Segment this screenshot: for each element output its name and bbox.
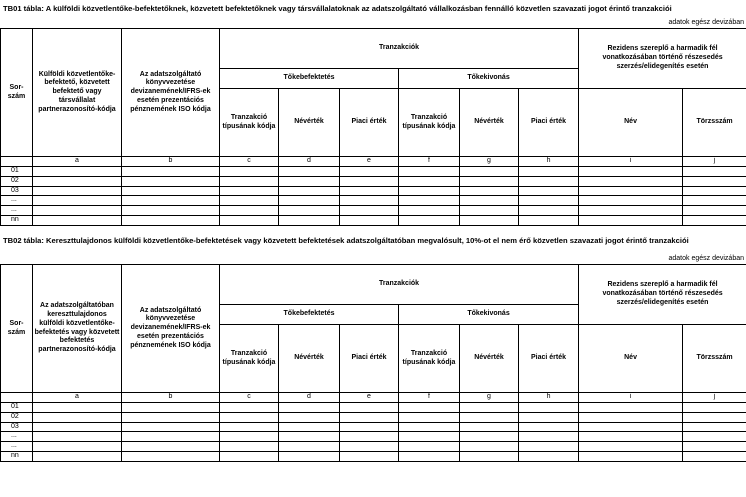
data-cell[interactable] [460,206,519,216]
letter-cell-g: g [460,157,519,167]
nev-header: Név [579,89,683,157]
tokebefektetes-header: Tőkebefektetés [220,69,399,89]
data-cell[interactable] [460,432,519,442]
letter-cell-blank [1,157,33,167]
letter-cell-b: b [122,393,220,403]
data-cell[interactable] [33,442,122,452]
data-cell[interactable] [33,196,122,206]
data-cell[interactable] [340,422,399,432]
table1-unit-note: adatok egész devizában [668,19,744,26]
data-cell[interactable] [33,403,122,413]
table2 [0,264,746,462]
data-cell[interactable] [460,176,519,186]
data-cell[interactable] [279,422,340,432]
data-cell[interactable] [579,167,683,177]
letter-cell-blank [1,393,33,403]
data-cell[interactable] [579,442,683,452]
data-cell[interactable] [683,432,746,442]
data-cell[interactable] [122,432,220,442]
data-cell[interactable] [683,451,746,461]
torzsszam-header: Törzsszám [683,325,746,393]
data-cell[interactable] [460,186,519,196]
data-cell[interactable] [122,403,220,413]
data-cell[interactable] [340,412,399,422]
letter-cell-j: j [683,393,746,403]
data-cell[interactable] [399,206,460,216]
data-cell[interactable] [33,432,122,442]
data-cell[interactable] [579,176,683,186]
table-row [1,442,746,452]
data-cell[interactable] [122,176,220,186]
tranz-kod-header-f: Tranzakció típusának kódja [399,89,460,157]
data-cell[interactable] [579,186,683,196]
letter-cell-i: i [579,157,683,167]
table-row [1,215,746,225]
data-cell[interactable] [399,176,460,186]
piaci-header-e: Piaci érték [340,89,399,157]
data-cell[interactable] [519,422,579,432]
data-cell[interactable] [122,167,220,177]
table-row [1,196,746,206]
letter-cell-d: d [279,393,340,403]
data-cell[interactable] [279,206,340,216]
torzsszam-header: Törzsszám [683,89,746,157]
data-cell[interactable] [33,176,122,186]
data-cell[interactable] [460,451,519,461]
data-cell[interactable] [340,206,399,216]
data-cell[interactable] [122,451,220,461]
data-cell[interactable] [399,196,460,206]
table2-unit-note: adatok egész devizában [668,255,744,262]
letter-cell-a: a [33,393,122,403]
row-number: ... [1,432,33,442]
letter-row [1,157,746,167]
nevertek-header-d: Névérték [279,325,340,393]
letter-cell-d: d [279,157,340,167]
data-cell[interactable] [340,196,399,206]
sorszam-header: Sor-szám [1,265,33,393]
letter-cell-h: h [519,393,579,403]
data-cell[interactable] [279,442,340,452]
data-cell[interactable] [33,186,122,196]
data-cell[interactable] [122,412,220,422]
data-cell[interactable] [399,442,460,452]
piaci-header-h: Piaci érték [519,325,579,393]
table-row [1,422,746,432]
data-cell[interactable] [519,432,579,442]
data-cell[interactable] [279,176,340,186]
table1 [0,28,746,226]
data-cell[interactable] [519,215,579,225]
data-cell[interactable] [220,215,279,225]
tranzakciok-header: Tranzakciók [220,265,579,305]
data-cell[interactable] [683,186,746,196]
piaci-header-e: Piaci érték [340,325,399,393]
data-cell[interactable] [579,432,683,442]
data-cell[interactable] [122,422,220,432]
data-cell[interactable] [220,186,279,196]
data-cell[interactable] [519,186,579,196]
data-cell[interactable] [220,176,279,186]
data-cell[interactable] [340,167,399,177]
tokekivonas-header: Tőkekivonás [399,69,579,89]
data-cell[interactable] [460,442,519,452]
data-cell[interactable] [519,176,579,186]
table-row [1,403,746,413]
data-cell[interactable] [519,442,579,452]
data-cell[interactable] [579,412,683,422]
data-cell[interactable] [220,412,279,422]
data-cell[interactable] [220,422,279,432]
row-number: 01 [1,167,33,177]
data-cell[interactable] [519,167,579,177]
table2-title: TB02 tábla: Kereszttulajdonos külföldi közvetlentőke-befektetések vagy közvetett befektetések adatszolgáltatóban megvalósult, 10%-ot el nem érő közvetlen szavazati jogot érintő tranzakciói [3,236,689,245]
data-cell[interactable] [579,451,683,461]
data-cell[interactable] [399,412,460,422]
letter-cell-j: j [683,157,746,167]
row-number: nn [1,451,33,461]
row-number: 03 [1,186,33,196]
data-cell[interactable] [33,206,122,216]
data-cell[interactable] [683,442,746,452]
col-b-header: Az adatszolgáltató könyvvezetése devizanemének/IFRS-ek esetén prezentációs pénznemének ISO kódja [122,265,220,393]
col-a-header: Külföldi közvetlentőke-befektető, közvetett befektető vagy társvállalat partnerazonosító-kódja [33,29,122,157]
data-cell[interactable] [399,167,460,177]
data-cell[interactable] [220,442,279,452]
row-number: ... [1,442,33,452]
tokekivonas-header: Tőkekivonás [399,305,579,325]
data-cell[interactable] [340,432,399,442]
data-cell[interactable] [340,442,399,452]
col-a-header: Az adatszolgáltatóban kereszttulajdonos külföldi közvetlentőke-befektetés vagy közvetett befektetés partnerazonosító-kódja [33,265,122,393]
data-cell[interactable] [279,186,340,196]
row-number: ... [1,206,33,216]
data-cell[interactable] [519,403,579,413]
data-cell[interactable] [220,451,279,461]
data-cell[interactable] [683,422,746,432]
table-row [1,176,746,186]
data-cell[interactable] [33,215,122,225]
data-cell[interactable] [279,403,340,413]
table-row [1,167,746,177]
data-cell[interactable] [220,167,279,177]
tokebefektetes-header: Tőkebefektetés [220,305,399,325]
letter-cell-c: c [220,393,279,403]
rezidens-header: Rezidens szereplő a harmadik fél vonatkozásában történő részesedés szerzés/elidegenítés esetén [579,29,746,89]
letter-cell-i: i [579,393,683,403]
tranzakciok-header: Tranzakciók [220,29,579,69]
data-cell[interactable] [220,432,279,442]
letter-cell-a: a [33,157,122,167]
data-cell[interactable] [683,206,746,216]
data-cell[interactable] [399,403,460,413]
data-cell[interactable] [33,451,122,461]
data-cell[interactable] [460,215,519,225]
row-number: 02 [1,176,33,186]
letter-cell-f: f [399,157,460,167]
data-cell[interactable] [279,196,340,206]
data-cell[interactable] [460,403,519,413]
letter-cell-b: b [122,157,220,167]
data-cell[interactable] [399,215,460,225]
data-cell[interactable] [519,196,579,206]
letter-cell-g: g [460,393,519,403]
tranz-kod-header-c: Tranzakció típusának kódja [220,325,279,393]
row-number: 02 [1,412,33,422]
tranz-kod-header-f: Tranzakció típusának kódja [399,325,460,393]
nevertek-header-g: Névérték [460,89,519,157]
data-cell[interactable] [579,196,683,206]
data-cell[interactable] [122,186,220,196]
data-cell[interactable] [460,196,519,206]
letter-cell-f: f [399,393,460,403]
data-cell[interactable] [33,422,122,432]
data-cell[interactable] [340,186,399,196]
data-cell[interactable] [683,176,746,186]
data-cell[interactable] [340,403,399,413]
row-number: nn [1,215,33,225]
table-row [1,451,746,461]
data-cell[interactable] [519,206,579,216]
letter-cell-c: c [220,157,279,167]
table-row [1,186,746,196]
data-cell[interactable] [519,451,579,461]
row-number: 01 [1,403,33,413]
data-cell[interactable] [399,451,460,461]
data-cell[interactable] [122,442,220,452]
data-cell[interactable] [579,422,683,432]
letter-cell-h: h [519,157,579,167]
nevertek-header-d: Névérték [279,89,340,157]
data-cell[interactable] [279,167,340,177]
sorszam-header: Sor-szám [1,29,33,157]
data-cell[interactable] [122,215,220,225]
table-row [1,206,746,216]
letter-cell-e: e [340,157,399,167]
data-cell[interactable] [399,422,460,432]
data-cell[interactable] [519,412,579,422]
data-cell[interactable] [220,403,279,413]
data-cell[interactable] [460,167,519,177]
data-cell[interactable] [683,196,746,206]
data-cell[interactable] [460,422,519,432]
data-cell[interactable] [579,403,683,413]
data-cell[interactable] [122,196,220,206]
data-cell[interactable] [399,186,460,196]
tranz-kod-header-c: Tranzakció típusának kódja [220,89,279,157]
piaci-header-h: Piaci érték [519,89,579,157]
row-number: ... [1,196,33,206]
nev-header: Név [579,325,683,393]
data-cell[interactable] [279,412,340,422]
data-cell[interactable] [340,215,399,225]
nevertek-header-g: Névérték [460,325,519,393]
data-cell[interactable] [683,412,746,422]
data-cell[interactable] [579,215,683,225]
data-cell[interactable] [279,451,340,461]
letter-row [1,393,746,403]
data-cell[interactable] [579,206,683,216]
table-row [1,412,746,422]
data-cell[interactable] [220,206,279,216]
letter-cell-e: e [340,393,399,403]
data-cell[interactable] [399,432,460,442]
rezidens-header: Rezidens szereplő a harmadik fél vonatkozásában történő részesedés szerzés/elidegenítés esetén [579,265,746,325]
data-cell[interactable] [279,215,340,225]
col-b-header: Az adatszolgáltató könyvvezetése devizanemének/IFRS-ek esetén prezentációs pénznemének ISO kódja [122,29,220,157]
data-cell[interactable] [683,215,746,225]
table-row [1,432,746,442]
data-cell[interactable] [279,432,340,442]
table1-title: TB01 tábla: A külföldi közvetlentőke-befektetőknek, közvetett befektetőknek vagy társvállalatoknak az adatszolgáltató vállalkozásban fennálló közvetlen szavazati jogot érintő tranzakciói [3,4,672,13]
row-number: 03 [1,422,33,432]
data-cell[interactable] [460,412,519,422]
data-cell[interactable] [122,206,220,216]
data-cell[interactable] [220,196,279,206]
data-cell[interactable] [33,167,122,177]
data-cell[interactable] [33,412,122,422]
data-cell[interactable] [340,176,399,186]
data-cell[interactable] [683,167,746,177]
data-cell[interactable] [340,451,399,461]
data-cell[interactable] [683,403,746,413]
